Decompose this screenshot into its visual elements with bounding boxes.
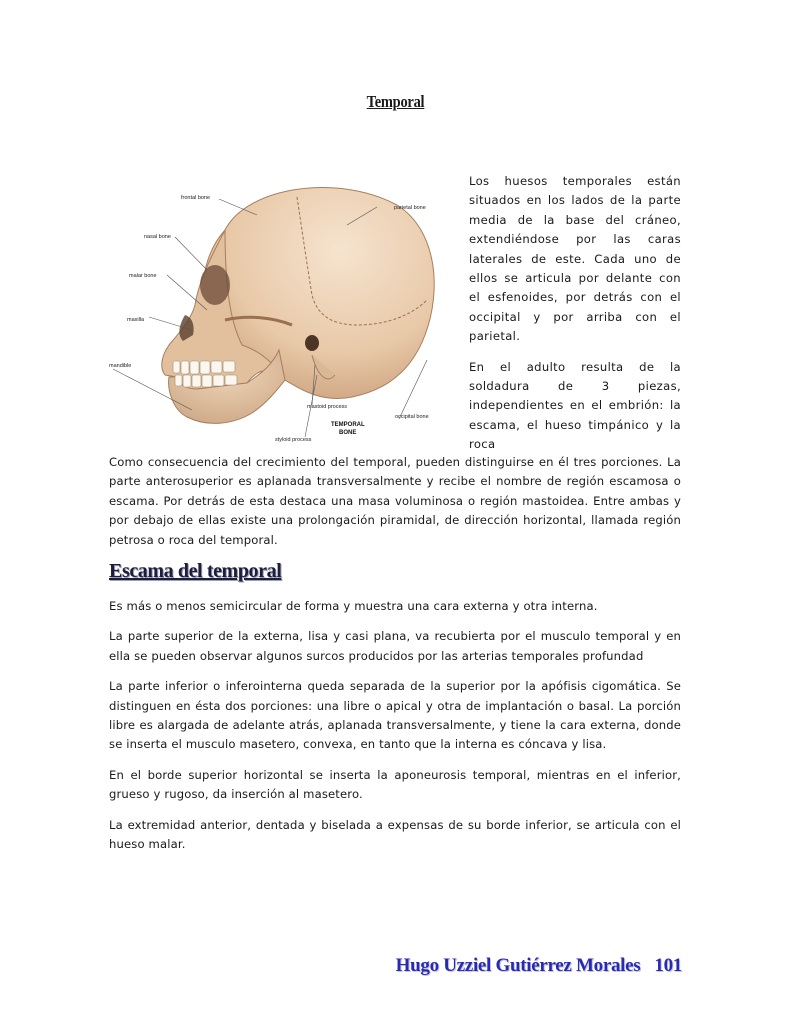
intro-text <box>109 453 681 561</box>
intro-paragraph: Como consecuencia del crecimiento del temporal, pueden distinguirse en él tres porciones. La parte anterosuperior es aplanada transversalmente y recibe el nombre de región escamosa o escama. Por detrás de esta destaca una masa voluminosa o región mastoidea. Entre ambas y por debajo de ellas existe una prolongación piramidal, de dirección horizontal, llamada región petrosa o roca del temporal. <box>109 455 681 547</box>
section-paragraph: La parte inferior o inferointerna queda separada de la superior por la apófisis cigomática. Se distinguen en ésta dos porciones: una libre o apical y otra de implantación o basal. La porción libre es alargada de adelante atrás, aplanada transversalmente, y tiene la cara externa, donde se inserta el musculo masetero, convexa, en tanto que la interna es cóncava y lisa. <box>109 679 681 752</box>
page-title: Temporal <box>366 92 425 111</box>
label-temporal-bone-line1: TEMPORAL <box>331 422 365 428</box>
label-mandible: mandible <box>109 363 132 369</box>
label-nasal-bone: nasal bone <box>144 234 171 240</box>
label-occipital-bone: occipital bone <box>395 414 429 420</box>
label-styloid-process: styloid process <box>275 437 312 443</box>
skull-illustration <box>107 175 450 447</box>
label-frontal-bone: frontal bone <box>181 195 211 201</box>
label-maxilla: maxilla <box>127 317 145 323</box>
section-heading: Escama del temporal <box>109 560 282 582</box>
skull-figure <box>107 175 450 447</box>
label-temporal-bone-line2: BONE <box>339 430 357 436</box>
side-text <box>469 172 681 466</box>
page-number: 101 <box>654 955 682 976</box>
section-paragraph: Es más o menos semicircular de forma y muestra una cara externa y otra interna. <box>109 599 598 613</box>
footer-author: Hugo Uzziel Gutiérrez Morales <box>395 955 641 976</box>
section-text <box>109 597 681 865</box>
section-paragraph: La extremidad anterior, dentada y biselada a expensas de su borde inferior, se articula con el hueso malar. <box>109 817 681 852</box>
label-mastoid-process: mastoid process <box>307 404 348 410</box>
section-paragraph: La parte superior de la externa, lisa y casi plana, va recubierta por el musculo temporal y en ella se pueden observar algunos surcos producidos por las arterias temporales profundad <box>109 629 681 663</box>
side-paragraph: Los huesos temporales están situados en los lados de la parte media de la base del cráneo, extendiéndose por las caras laterales de este. Cada uno de ellos se articula por delante con el esfenoides, por detrás con el occipital y por arriba con el parietal. <box>469 174 681 344</box>
side-paragraph: En el adulto resulta de la soldadura de 3 piezas, independientes en el embrión: la escama, el hueso timpánico y la roca <box>469 359 681 452</box>
section-paragraph: En el borde superior horizontal se inserta la aponeurosis temporal, mientras en el inferior, grueso y rugoso, da inserción al masetero. <box>109 767 681 802</box>
label-malar-bone: malar bone <box>129 273 157 279</box>
page-footer <box>396 955 682 977</box>
label-parietal-bone: parietal bone <box>394 205 426 211</box>
